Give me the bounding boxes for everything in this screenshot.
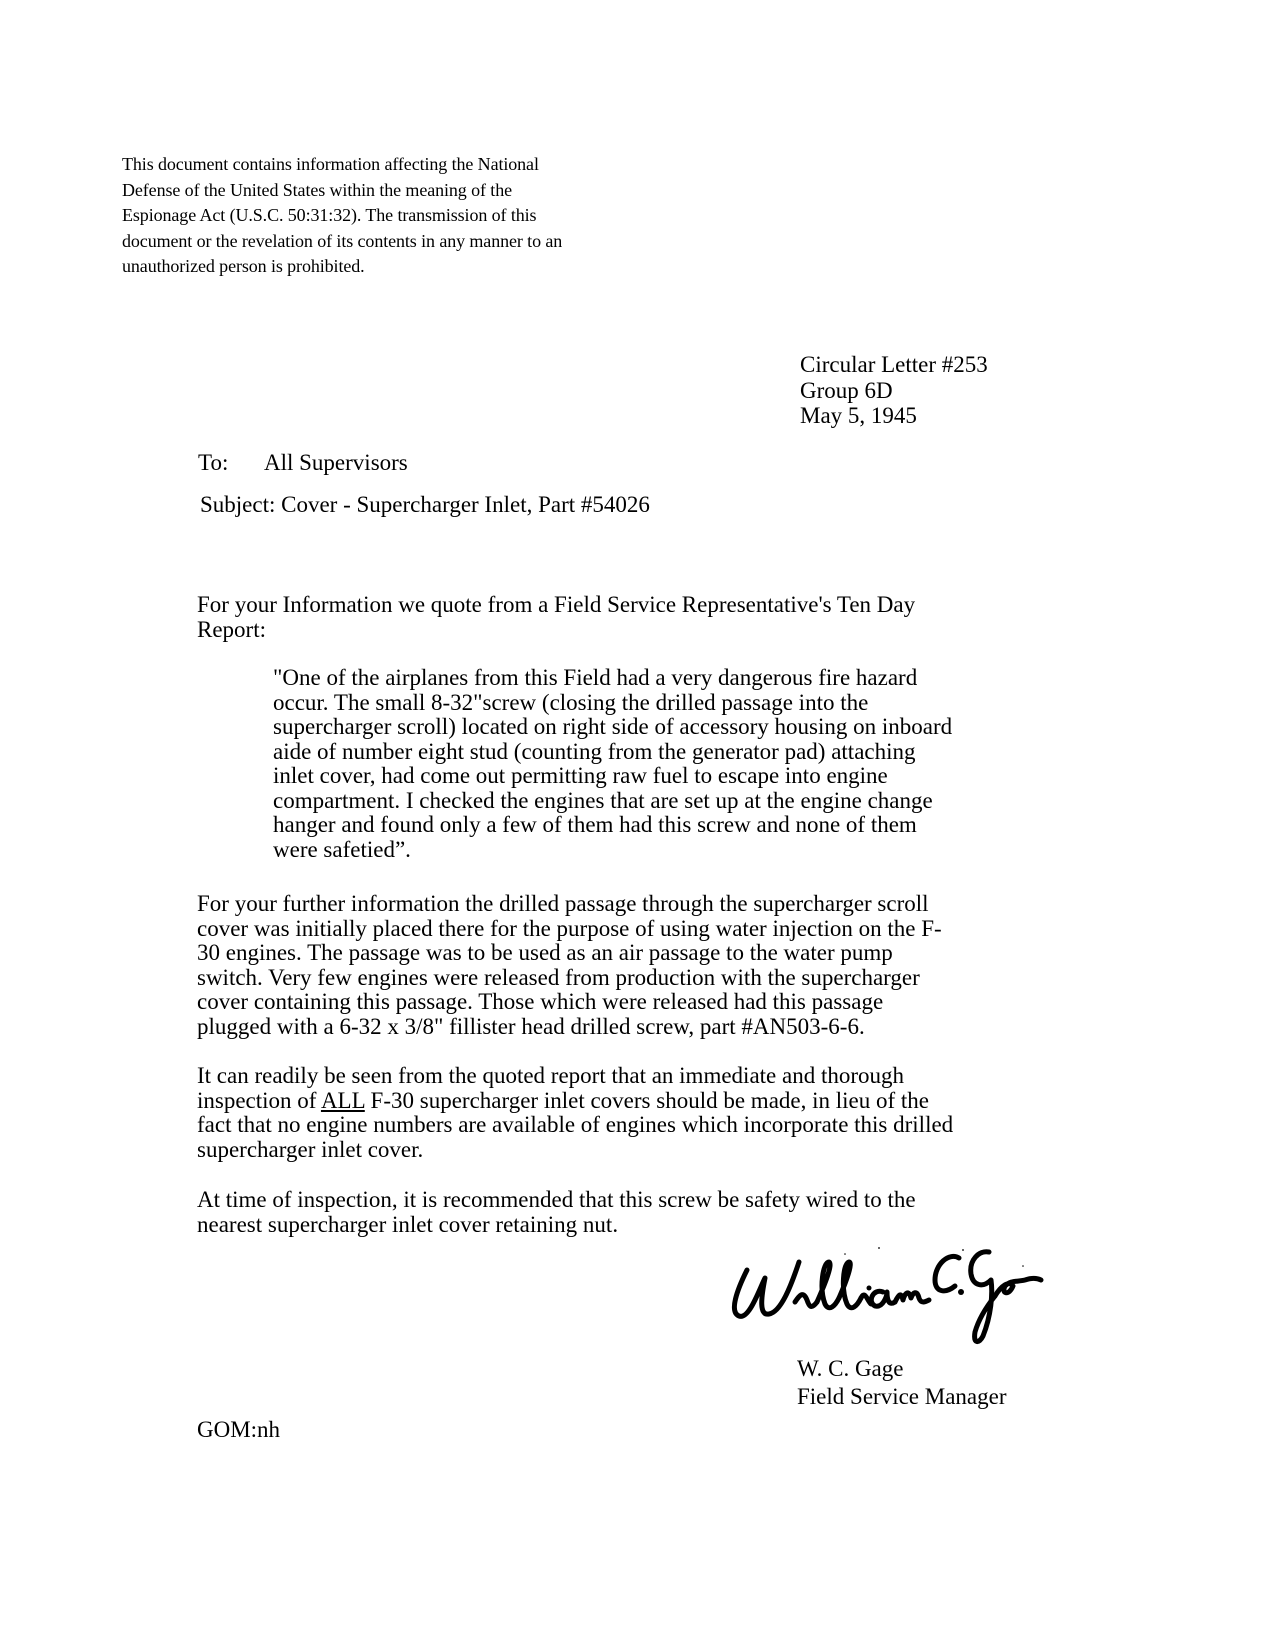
paragraph-line: nearest supercharger inlet cover retaining nut. [197,1211,619,1237]
text-fragment: F-30 supercharger inlet covers should be made, in lieu of the [364,1087,929,1113]
notice-line: This document contains information affecting the National [122,154,539,174]
recommendation-paragraph [197,1188,916,1237]
paragraph-line: Report: [197,616,266,642]
quote-line: "One of the airplanes from this Field had a very dangerous fire hazard [273,665,918,690]
quote-line: supercharger scroll) located on right side of accessory housing on inboard [273,714,953,739]
further-info-paragraph [197,892,942,1039]
recipient: All Supervisors [264,450,408,475]
paragraph-line: cover containing this passage. Those which were released had this passage [197,989,884,1014]
paragraph-line: For your further information the drilled passage through the supercharger scroll [197,891,929,916]
underlined-all: ALL [320,1087,365,1113]
intro-paragraph [197,593,915,642]
signer-title: Field Service Manager [797,1384,1007,1409]
paragraph-line: At time of inspection, it is recommended that this screw be safety wired to the [197,1187,916,1212]
text-fragment: inspection of [197,1087,321,1113]
signature-block [797,1355,1006,1411]
paragraph-line: supercharger inlet cover. [197,1136,424,1162]
circular-number: Circular Letter #253 [800,352,988,377]
quote-line: occur. The small 8-32"screw (closing the drilled passage into the [273,689,869,715]
quote-line: inlet cover, had come out permitting raw fuel to escape into engine [273,763,888,788]
notice-line: Defense of the United States within the meaning of the [122,179,512,200]
quoted-report [273,666,952,862]
inspection-paragraph [197,1064,953,1162]
paragraph-line: 30 engines. The passage was to be used as an air passage to the water pump [197,940,893,965]
notice-line: document or the revelation of its contents in any manner to an [122,230,563,251]
paragraph-line [197,1089,953,1114]
letter-header [800,352,988,429]
paragraph-line: For your Information we quote from a Field Service Representative's Ten Day [197,592,916,617]
quote-line: were safetied”. [273,836,411,862]
quote-line: compartment. I checked the engines that are set up at the engine change [273,787,933,813]
paragraph-line: switch. Very few engines were released from production with the supercharger [197,964,920,990]
group-label: Group 6D [800,377,893,403]
quote-line: hanger and found only a few of them had this screw and none of them [273,812,917,837]
typist-initials: GOM:nh [197,1417,281,1442]
notice-line: Espionage Act (U.S.C. 50:31:32). The transmission of this [122,205,537,225]
to-label: To: [198,450,229,475]
handwritten-signature [725,1240,1045,1350]
security-notice [122,152,642,280]
notice-line: unauthorized person is prohibited. [122,256,365,276]
paragraph-line: fact that no engine numbers are available of engines which incorporate this drilled [197,1112,954,1137]
paragraph-line: It can readily be seen from the quoted report that an immediate and thorough [197,1063,905,1088]
quote-line: aide of number eight stud (counting from the generator pad) attaching [273,738,916,764]
letter-date: May 5, 1945 [800,403,917,428]
paragraph-line: plugged with a 6-32 x 3/8" fillister head drilled screw, part #AN503-6-6. [197,1013,865,1039]
subject-line: Subject: Cover - Supercharger Inlet, Part #54026 [200,492,650,517]
recipient-line [198,450,408,476]
signer-name: W. C. Gage [797,1356,904,1381]
paragraph-line: cover was initially placed there for the purpose of using water injection on the F- [197,915,942,941]
